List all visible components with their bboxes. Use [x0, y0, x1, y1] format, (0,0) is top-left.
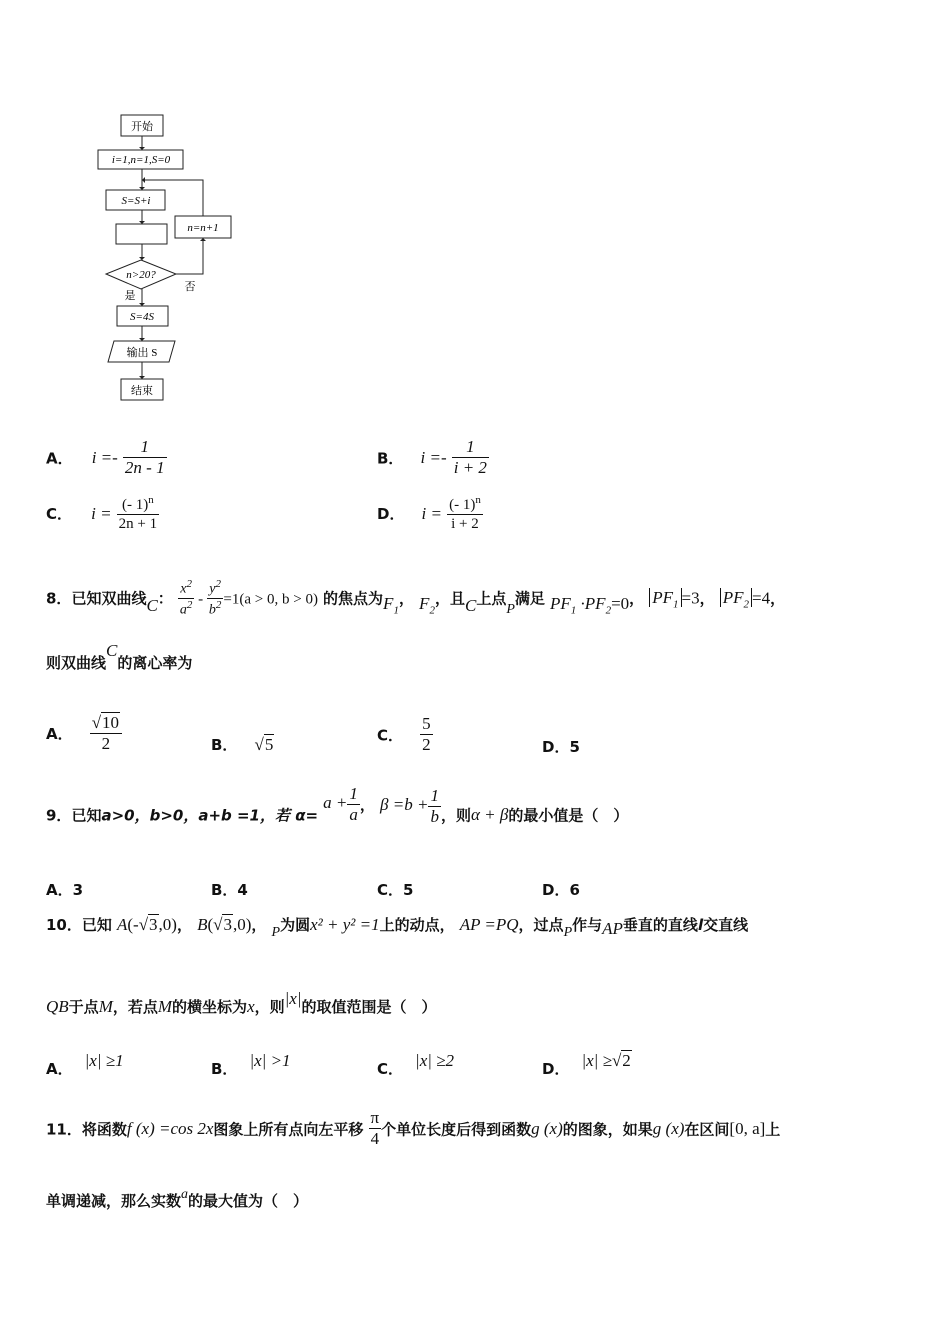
flow-yes-label: 是 — [124, 290, 136, 302]
q9-option-d[interactable]: D．6 — [542, 881, 580, 899]
q9-option-c[interactable]: C．5 — [377, 881, 414, 899]
q9-option-b[interactable]: B．4 — [211, 881, 248, 899]
q9-stem: 9．已知a>0，b>0，a+b =1，若 α= a + $\frac{1}{a}$ ， β =b + $\frac{1}{b}$ ，则α + β的最小值是（ ） — [46, 784, 629, 827]
q8-option-d[interactable]: D．5 — [542, 738, 580, 756]
flowchart — [90, 108, 250, 408]
flow-no-label: 否 — [184, 281, 196, 293]
flow-end-text: 结束 — [131, 385, 153, 397]
q8-option-b[interactable]: B． √5 — [211, 735, 274, 754]
flow-accumulate-text: S=S+i — [121, 195, 151, 207]
q8-option-a[interactable]: A． $\frac{√10}{2}$ — [46, 712, 122, 755]
flow-multiply-text: S=4S — [130, 311, 154, 323]
q10-option-a[interactable]: A． |x| ≥1 — [46, 1051, 124, 1078]
q7-option-b[interactable]: B． i =- $\frac{1}{i + 2}$ — [377, 437, 487, 478]
flow-condition-text: n>20? — [126, 269, 156, 281]
q7-option-a[interactable]: A． i =- $\frac{1}{2n - 1}$ — [46, 437, 165, 478]
q10-option-d[interactable]: D． |x| ≥√2 — [542, 1051, 631, 1078]
q8-stem-line2: 则双曲线C的离心率为 — [46, 641, 193, 672]
q10-option-b[interactable]: B． |x| >1 — [211, 1051, 291, 1078]
flow-init-text: i=1,n=1,S=0 — [111, 154, 171, 166]
q10-stem-line2: QB于点M，若点M的横坐标为x，则|x|的取值范围是（ ） — [46, 989, 437, 1016]
q9-option-a[interactable]: A．3 — [46, 881, 84, 899]
flow-increment-text: n=n+1 — [187, 222, 219, 234]
q11-stem-line2: 单调递减，那么实数a的最大值为（ ） — [46, 1187, 309, 1210]
q7-option-c[interactable]: C． i = $\frac{(- 1)^n}{2n + 1}$ — [46, 494, 158, 532]
q7-option-d[interactable]: D． i = $\frac{(- 1)^n}{i + 2}$ — [377, 494, 481, 532]
q8-stem-line1: 8．已知双曲线C： $\frac{x^2}{a^2}$ - $\frac{y^2}{b^2}$ =1(a > 0, b > 0) 的焦点为$F_1$， $F_2$，且C上点P满足 $PF_1 \cdot PF_2=0$， $PF_1 =3$， $PF_2 =4$， — [46, 578, 786, 619]
q10-option-c[interactable]: C． |x| ≥2 — [377, 1051, 454, 1078]
flow-start-text: 开始 — [131, 121, 153, 133]
q11-stem-line1: 11．将函数f (x) =cos 2x图象上所有点向左平移 $\frac{\pi}{4}$ 个单位长度后得到函数g (x)的图象，如果g (x)在区间[0, a]上 — [46, 1108, 781, 1149]
q10-stem-line1: 10．已知 A(-√3,0)， B(√3,0)， P为圆x² + y² =1上的动点， AP =PQ，过点P作与AP垂直的直线l交直线 — [46, 915, 749, 940]
q8-option-c[interactable]: C． $\frac{5}{2}$ — [377, 714, 431, 755]
flow-blank-box — [116, 224, 167, 244]
flow-output-text: 输出 S — [126, 347, 158, 359]
